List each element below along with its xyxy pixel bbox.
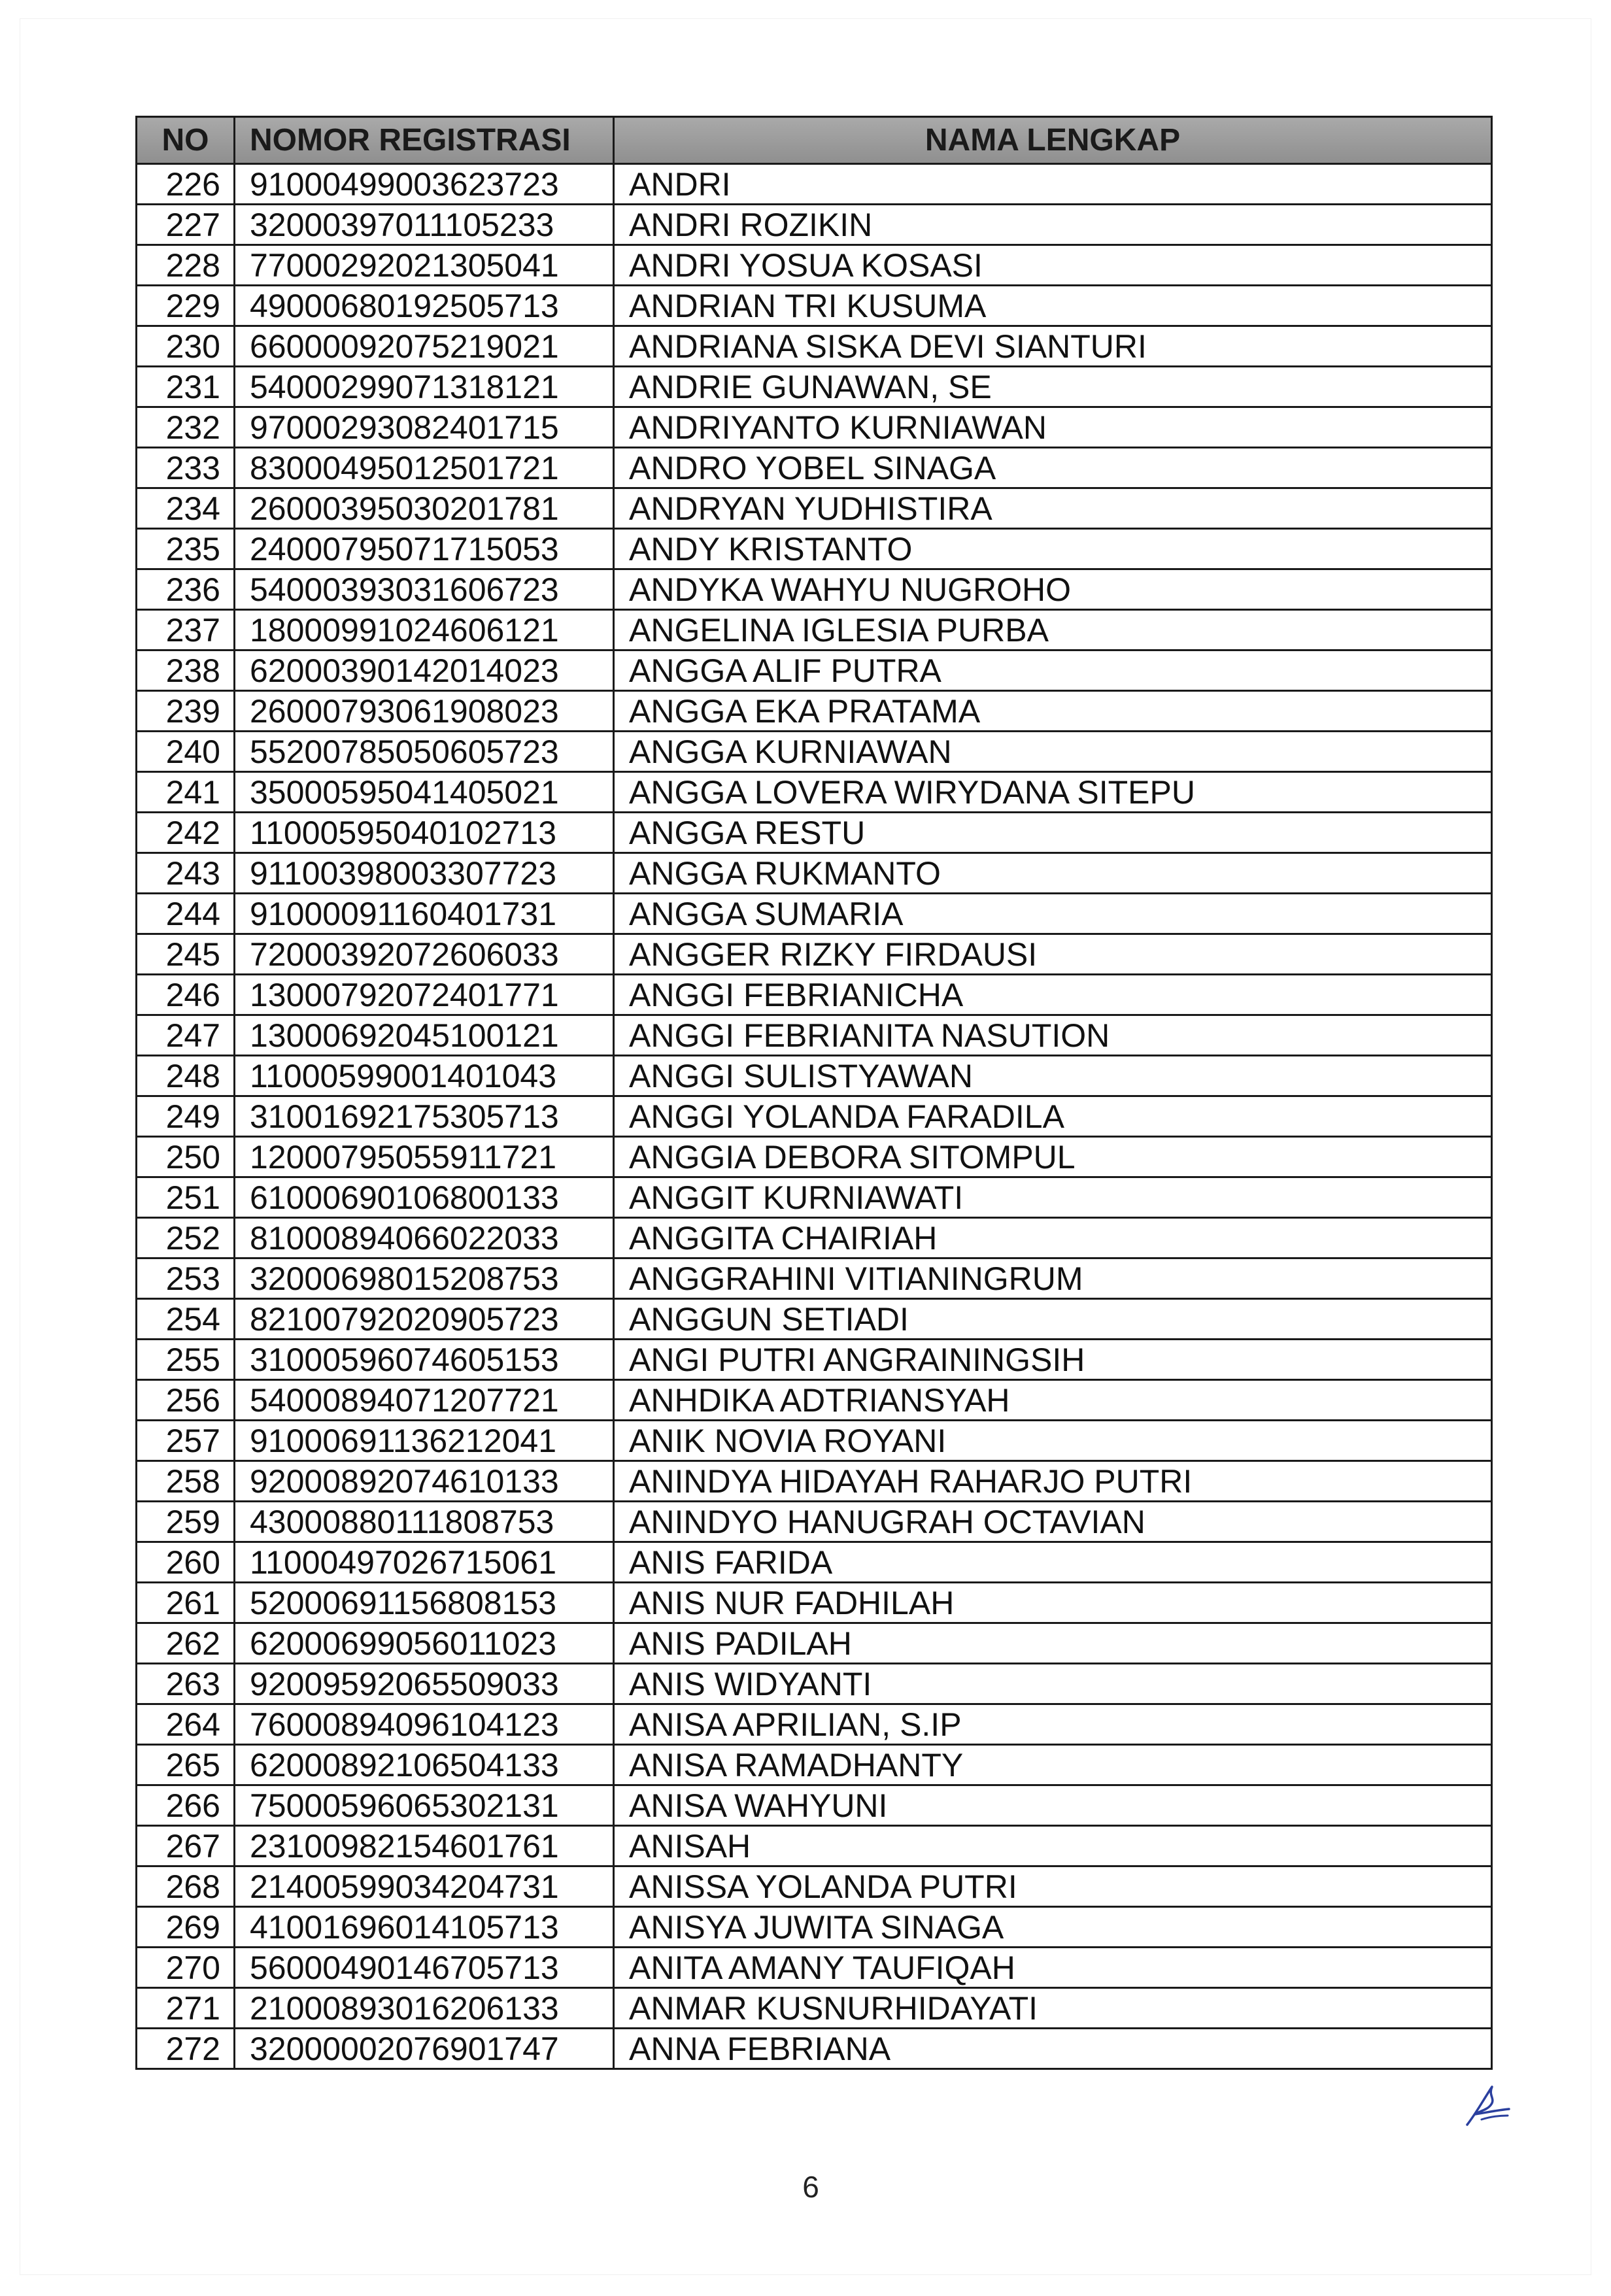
row-number-cell: 246 <box>137 975 235 1015</box>
row-number-cell: 263 <box>137 1664 235 1704</box>
row-number-cell: 232 <box>137 407 235 448</box>
registration-number-cell: 52000691156808153 <box>235 1583 614 1623</box>
full-name-cell: ANISAH <box>614 1826 1492 1866</box>
table-row <box>137 853 1492 894</box>
full-name-cell: ANISYA JUWITA SINAGA <box>614 1907 1492 1948</box>
row-number-cell: 264 <box>137 1704 235 1745</box>
registration-number-cell: 82100792020905723 <box>235 1299 614 1340</box>
full-name-cell: ANDRIANA SISKA DEVI SIANTURI <box>614 326 1492 367</box>
full-name-cell: ANGGI YOLANDA FARADILA <box>614 1096 1492 1137</box>
table-row <box>137 691 1492 732</box>
row-number-cell: 238 <box>137 650 235 691</box>
full-name-cell: ANGGA KURNIAWAN <box>614 732 1492 772</box>
table-row <box>137 1948 1492 1988</box>
registration-number-cell: 56000490146705713 <box>235 1948 614 1988</box>
table-row <box>137 164 1492 205</box>
row-number-cell: 254 <box>137 1299 235 1340</box>
table-row <box>137 529 1492 569</box>
registration-number-cell: 83000495012501721 <box>235 448 614 488</box>
row-number-cell: 252 <box>137 1218 235 1258</box>
row-number-cell: 266 <box>137 1785 235 1826</box>
registration-number-cell: 31001692175305713 <box>235 1096 614 1137</box>
registration-number-cell: 66000092075219021 <box>235 326 614 367</box>
full-name-cell: ANGGA RUKMANTO <box>614 853 1492 894</box>
table-row <box>137 1988 1492 2029</box>
table-row <box>137 569 1492 610</box>
full-name-cell: ANIK NOVIA ROYANI <box>614 1421 1492 1461</box>
row-number-cell: 249 <box>137 1096 235 1137</box>
table-row <box>137 1299 1492 1340</box>
registration-number-cell: 81000894066022033 <box>235 1218 614 1258</box>
registration-number-cell: 61000690106800133 <box>235 1177 614 1218</box>
registration-number-cell: 91000691136212041 <box>235 1421 614 1461</box>
registration-number-cell: 92009592065509033 <box>235 1664 614 1704</box>
table-row <box>137 448 1492 488</box>
table-row <box>137 1461 1492 1502</box>
row-number-cell: 268 <box>137 1866 235 1907</box>
registration-number-cell: 55200785050605723 <box>235 732 614 772</box>
full-name-cell: ANGELINA IGLESIA PURBA <box>614 610 1492 650</box>
row-number-cell: 267 <box>137 1826 235 1866</box>
registration-number-cell: 11000497026715061 <box>235 1542 614 1583</box>
table-row <box>137 894 1492 934</box>
registration-number-cell: 54000299071318121 <box>235 367 614 407</box>
full-name-cell: ANINDYA HIDAYAH RAHARJO PUTRI <box>614 1461 1492 1502</box>
table-row <box>137 367 1492 407</box>
registration-number-cell: 97000293082401715 <box>235 407 614 448</box>
registration-number-cell: 32000698015208753 <box>235 1258 614 1299</box>
full-name-cell: ANNA FEBRIANA <box>614 2029 1492 2069</box>
registration-number-cell: 72000392072606033 <box>235 934 614 975</box>
registration-number-cell: 21400599034204731 <box>235 1866 614 1907</box>
full-name-cell: ANDRO YOBEL SINAGA <box>614 448 1492 488</box>
registration-number-cell: 32000397011105233 <box>235 205 614 245</box>
registration-number-cell: 32000002076901747 <box>235 2029 614 2069</box>
table-row <box>137 205 1492 245</box>
table-row <box>137 1096 1492 1137</box>
table-row <box>137 1218 1492 1258</box>
registration-number-cell: 91100398003307723 <box>235 853 614 894</box>
table-row <box>137 286 1492 326</box>
table-row <box>137 245 1492 286</box>
full-name-cell: ANIS NUR FADHILAH <box>614 1583 1492 1623</box>
row-number-cell: 269 <box>137 1907 235 1948</box>
full-name-cell: ANISA WAHYUNI <box>614 1785 1492 1826</box>
row-number-cell: 248 <box>137 1056 235 1096</box>
registration-number-cell: 54000894071207721 <box>235 1380 614 1421</box>
registration-number-cell: 76000894096104123 <box>235 1704 614 1745</box>
registration-number-cell: 35000595041405021 <box>235 772 614 813</box>
row-number-cell: 244 <box>137 894 235 934</box>
table-row <box>137 975 1492 1015</box>
paraf-initial-mark <box>1462 2079 1514 2131</box>
registration-number-cell: 24000795071715053 <box>235 529 614 569</box>
full-name-cell: ANGGER RIZKY FIRDAUSI <box>614 934 1492 975</box>
table-row <box>137 1340 1492 1380</box>
full-name-cell: ANDRIE GUNAWAN, SE <box>614 367 1492 407</box>
table-row <box>137 1704 1492 1745</box>
table-row <box>137 1502 1492 1542</box>
full-name-cell: ANIS PADILAH <box>614 1623 1492 1664</box>
row-number-cell: 239 <box>137 691 235 732</box>
row-number-cell: 247 <box>137 1015 235 1056</box>
full-name-cell: ANDRI ROZIKIN <box>614 205 1492 245</box>
full-name-cell: ANGGA ALIF PUTRA <box>614 650 1492 691</box>
registration-number-cell: 62000699056011023 <box>235 1623 614 1664</box>
registration-number-cell: 54000393031606723 <box>235 569 614 610</box>
full-name-cell: ANITA AMANY TAUFIQAH <box>614 1948 1492 1988</box>
full-name-cell: ANGGRAHINI VITIANINGRUM <box>614 1258 1492 1299</box>
row-number-cell: 272 <box>137 2029 235 2069</box>
table-row <box>137 1623 1492 1664</box>
table-row <box>137 772 1492 813</box>
registration-number-cell: 62000390142014023 <box>235 650 614 691</box>
full-name-cell: ANINDYO HANUGRAH OCTAVIAN <box>614 1502 1492 1542</box>
registration-number-cell: 18000991024606121 <box>235 610 614 650</box>
full-name-cell: ANIS WIDYANTI <box>614 1664 1492 1704</box>
full-name-cell: ANGGI FEBRIANICHA <box>614 975 1492 1015</box>
table-row <box>137 1907 1492 1948</box>
registration-number-cell: 92000892074610133 <box>235 1461 614 1502</box>
table-row <box>137 1583 1492 1623</box>
registration-number-cell: 41001696014105713 <box>235 1907 614 1948</box>
row-number-cell: 260 <box>137 1542 235 1583</box>
table-row <box>137 813 1492 853</box>
row-number-cell: 229 <box>137 286 235 326</box>
row-number-cell: 230 <box>137 326 235 367</box>
table-body <box>137 164 1492 2069</box>
table-row <box>137 2029 1492 2069</box>
table-row <box>137 1826 1492 1866</box>
row-number-cell: 253 <box>137 1258 235 1299</box>
full-name-cell: ANGGIT KURNIAWATI <box>614 1177 1492 1218</box>
row-number-cell: 251 <box>137 1177 235 1218</box>
page-number: 6 <box>802 2170 819 2204</box>
table-row <box>137 488 1492 529</box>
full-name-cell: ANGGITA CHAIRIAH <box>614 1218 1492 1258</box>
registration-number-cell: 12000795055911721 <box>235 1137 614 1177</box>
table-row <box>137 1866 1492 1907</box>
row-number-cell: 259 <box>137 1502 235 1542</box>
full-name-cell: ANGGA RESTU <box>614 813 1492 853</box>
row-number-cell: 250 <box>137 1137 235 1177</box>
table-row <box>137 1542 1492 1583</box>
full-name-cell: ANIS FARIDA <box>614 1542 1492 1583</box>
full-name-cell: ANGGUN SETIADI <box>614 1299 1492 1340</box>
header-full-name: NAMA LENGKAP <box>614 117 1492 164</box>
table-row <box>137 326 1492 367</box>
row-number-cell: 235 <box>137 529 235 569</box>
registration-number-cell: 23100982154601761 <box>235 1826 614 1866</box>
row-number-cell: 271 <box>137 1988 235 2029</box>
full-name-cell: ANGGI SULISTYAWAN <box>614 1056 1492 1096</box>
registration-number-cell: 13000792072401771 <box>235 975 614 1015</box>
full-name-cell: ANDYKA WAHYU NUGROHO <box>614 569 1492 610</box>
full-name-cell: ANDRYAN YUDHISTIRA <box>614 488 1492 529</box>
row-number-cell: 261 <box>137 1583 235 1623</box>
row-number-cell: 262 <box>137 1623 235 1664</box>
table-row <box>137 1785 1492 1826</box>
full-name-cell: ANGGI FEBRIANITA NASUTION <box>614 1015 1492 1056</box>
row-number-cell: 256 <box>137 1380 235 1421</box>
registration-number-cell: 91000091160401731 <box>235 894 614 934</box>
row-number-cell: 242 <box>137 813 235 853</box>
full-name-cell: ANDRI <box>614 164 1492 205</box>
table-row <box>137 1258 1492 1299</box>
table-row <box>137 407 1492 448</box>
row-number-cell: 258 <box>137 1461 235 1502</box>
full-name-cell: ANISSA YOLANDA PUTRI <box>614 1866 1492 1907</box>
full-name-cell: ANMAR KUSNURHIDAYATI <box>614 1988 1492 2029</box>
row-number-cell: 236 <box>137 569 235 610</box>
row-number-cell: 245 <box>137 934 235 975</box>
row-number-cell: 241 <box>137 772 235 813</box>
registration-number-cell: 62000892106504133 <box>235 1745 614 1785</box>
registration-number-cell: 91000499003623723 <box>235 164 614 205</box>
table-row <box>137 650 1492 691</box>
full-name-cell: ANGI PUTRI ANGRAININGSIH <box>614 1340 1492 1380</box>
full-name-cell: ANDRIAN TRI KUSUMA <box>614 286 1492 326</box>
registration-number-cell: 11000599001401043 <box>235 1056 614 1096</box>
row-number-cell: 231 <box>137 367 235 407</box>
table-row <box>137 1056 1492 1096</box>
table-row <box>137 1664 1492 1704</box>
row-number-cell: 227 <box>137 205 235 245</box>
full-name-cell: ANDY KRISTANTO <box>614 529 1492 569</box>
header-registration-number: NOMOR REGISTRASI <box>235 117 614 164</box>
table-row <box>137 1137 1492 1177</box>
registration-number-cell: 11000595040102713 <box>235 813 614 853</box>
registration-number-cell: 13000692045100121 <box>235 1015 614 1056</box>
table-row <box>137 732 1492 772</box>
row-number-cell: 257 <box>137 1421 235 1461</box>
table-row <box>137 934 1492 975</box>
row-number-cell: 226 <box>137 164 235 205</box>
row-number-cell: 233 <box>137 448 235 488</box>
table-row <box>137 1745 1492 1785</box>
table-row <box>137 1380 1492 1421</box>
row-number-cell: 243 <box>137 853 235 894</box>
registration-number-cell: 75000596065302131 <box>235 1785 614 1826</box>
full-name-cell: ANGGIA DEBORA SITOMPUL <box>614 1137 1492 1177</box>
registration-number-cell: 31000596074605153 <box>235 1340 614 1380</box>
registration-number-cell: 21000893016206133 <box>235 1988 614 2029</box>
table-row <box>137 610 1492 650</box>
table-row <box>137 1421 1492 1461</box>
full-name-cell: ANISA RAMADHANTY <box>614 1745 1492 1785</box>
registration-number-cell: 49000680192505713 <box>235 286 614 326</box>
row-number-cell: 270 <box>137 1948 235 1988</box>
table-header-row <box>137 117 1492 164</box>
header-no: NO <box>137 117 235 164</box>
registration-number-cell: 43000880111808753 <box>235 1502 614 1542</box>
table-row <box>137 1015 1492 1056</box>
row-number-cell: 234 <box>137 488 235 529</box>
registration-number-cell: 77000292021305041 <box>235 245 614 286</box>
registration-number-cell: 26000793061908023 <box>235 691 614 732</box>
row-number-cell: 265 <box>137 1745 235 1785</box>
full-name-cell: ANDRI YOSUA KOSASI <box>614 245 1492 286</box>
row-number-cell: 255 <box>137 1340 235 1380</box>
row-number-cell: 240 <box>137 732 235 772</box>
full-name-cell: ANGGA LOVERA WIRYDANA SITEPU <box>614 772 1492 813</box>
full-name-cell: ANGGA SUMARIA <box>614 894 1492 934</box>
registration-table <box>135 116 1493 2070</box>
registration-number-cell: 26000395030201781 <box>235 488 614 529</box>
row-number-cell: 228 <box>137 245 235 286</box>
full-name-cell: ANHDIKA ADTRIANSYAH <box>614 1380 1492 1421</box>
table-row <box>137 1177 1492 1218</box>
full-name-cell: ANDRIYANTO KURNIAWAN <box>614 407 1492 448</box>
full-name-cell: ANISA APRILIAN, S.IP <box>614 1704 1492 1745</box>
full-name-cell: ANGGA EKA PRATAMA <box>614 691 1492 732</box>
row-number-cell: 237 <box>137 610 235 650</box>
